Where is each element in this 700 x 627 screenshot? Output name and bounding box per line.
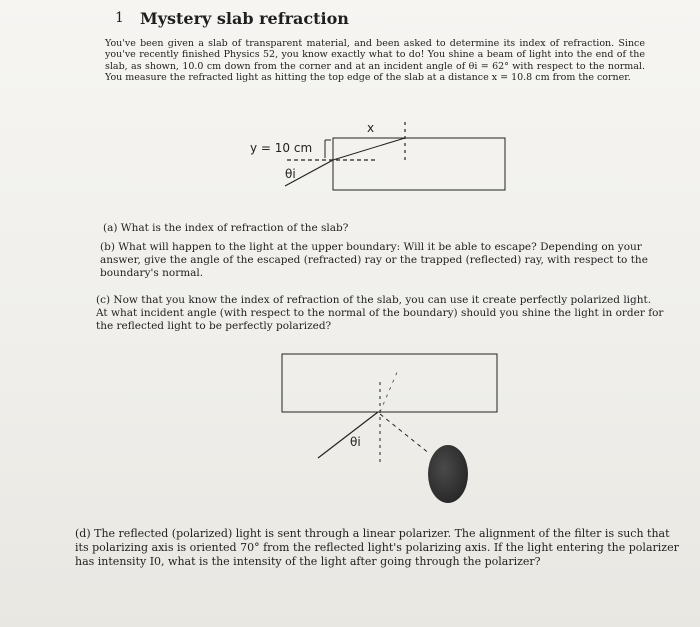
question-a [103,222,663,235]
theta-label: θi [285,167,296,181]
slab-rectangle [333,138,505,190]
refracted-ray [333,138,405,160]
question-a-text: What is the index of refraction of the slab? [120,222,349,234]
refracted-ray-2 [380,370,398,412]
slab-rectangle-2 [282,354,497,412]
theta-label-2: θi [350,435,361,449]
polarization-diagram [280,352,500,467]
question-b [100,241,660,280]
problem-intro: You've been given a slab of transparent material, and been asked to determine its index of refraction. Since you've recently finished Physics 52, you know exactly what to do! You shine a beam of light into the end of the slab, as shown, 10.0 cm down from the corner and at an incident angle of θi = 62° with respect to the normal. You measure the refracted light as hitting the top edge of the slab at a distance x = 10.8 cm from the corner. [105,38,645,84]
slab-diagram [245,118,515,198]
incident-ray-2 [318,412,378,458]
question-a-label: (a) [103,222,118,234]
question-b-label: (b) [100,241,115,253]
question-c [96,294,666,333]
question-c-label: (c) [96,294,111,306]
question-d-label: (d) [75,527,91,540]
question-c-text: Now that you know the index of refraction of the slab, you can use it create perfectly polarized light. At what incident angle (with respect to the normal of the boundary) should you shine the light in order for the reflected light to be perfectly polarized? [96,294,664,332]
problem-number: 1 [115,10,124,26]
question-d-text: The reflected (polarized) light is sent through a linear polarizer. The alignment of the filter is such that its polarizing axis is oriented 70° from the reflected light's polarizing axis. If the light entering the polarizer has intensity I0, what is the intensity of the light after going through the polarizer? [75,527,679,568]
reflected-ray-2 [380,414,430,454]
question-b-text: What will happen to the light at the upper boundary: Will it be able to escape? Depending on your answer, give the angle of the escaped (refracted) ray or the trapped (reflected) ray, with respect to the boundary's normal. [100,241,648,279]
x-label: x [367,121,375,135]
question-d [75,527,685,569]
thumb-shadow-blob [428,445,468,503]
y-label: y = 10 cm [250,141,313,155]
problem-title: Mystery slab refraction [140,9,349,28]
